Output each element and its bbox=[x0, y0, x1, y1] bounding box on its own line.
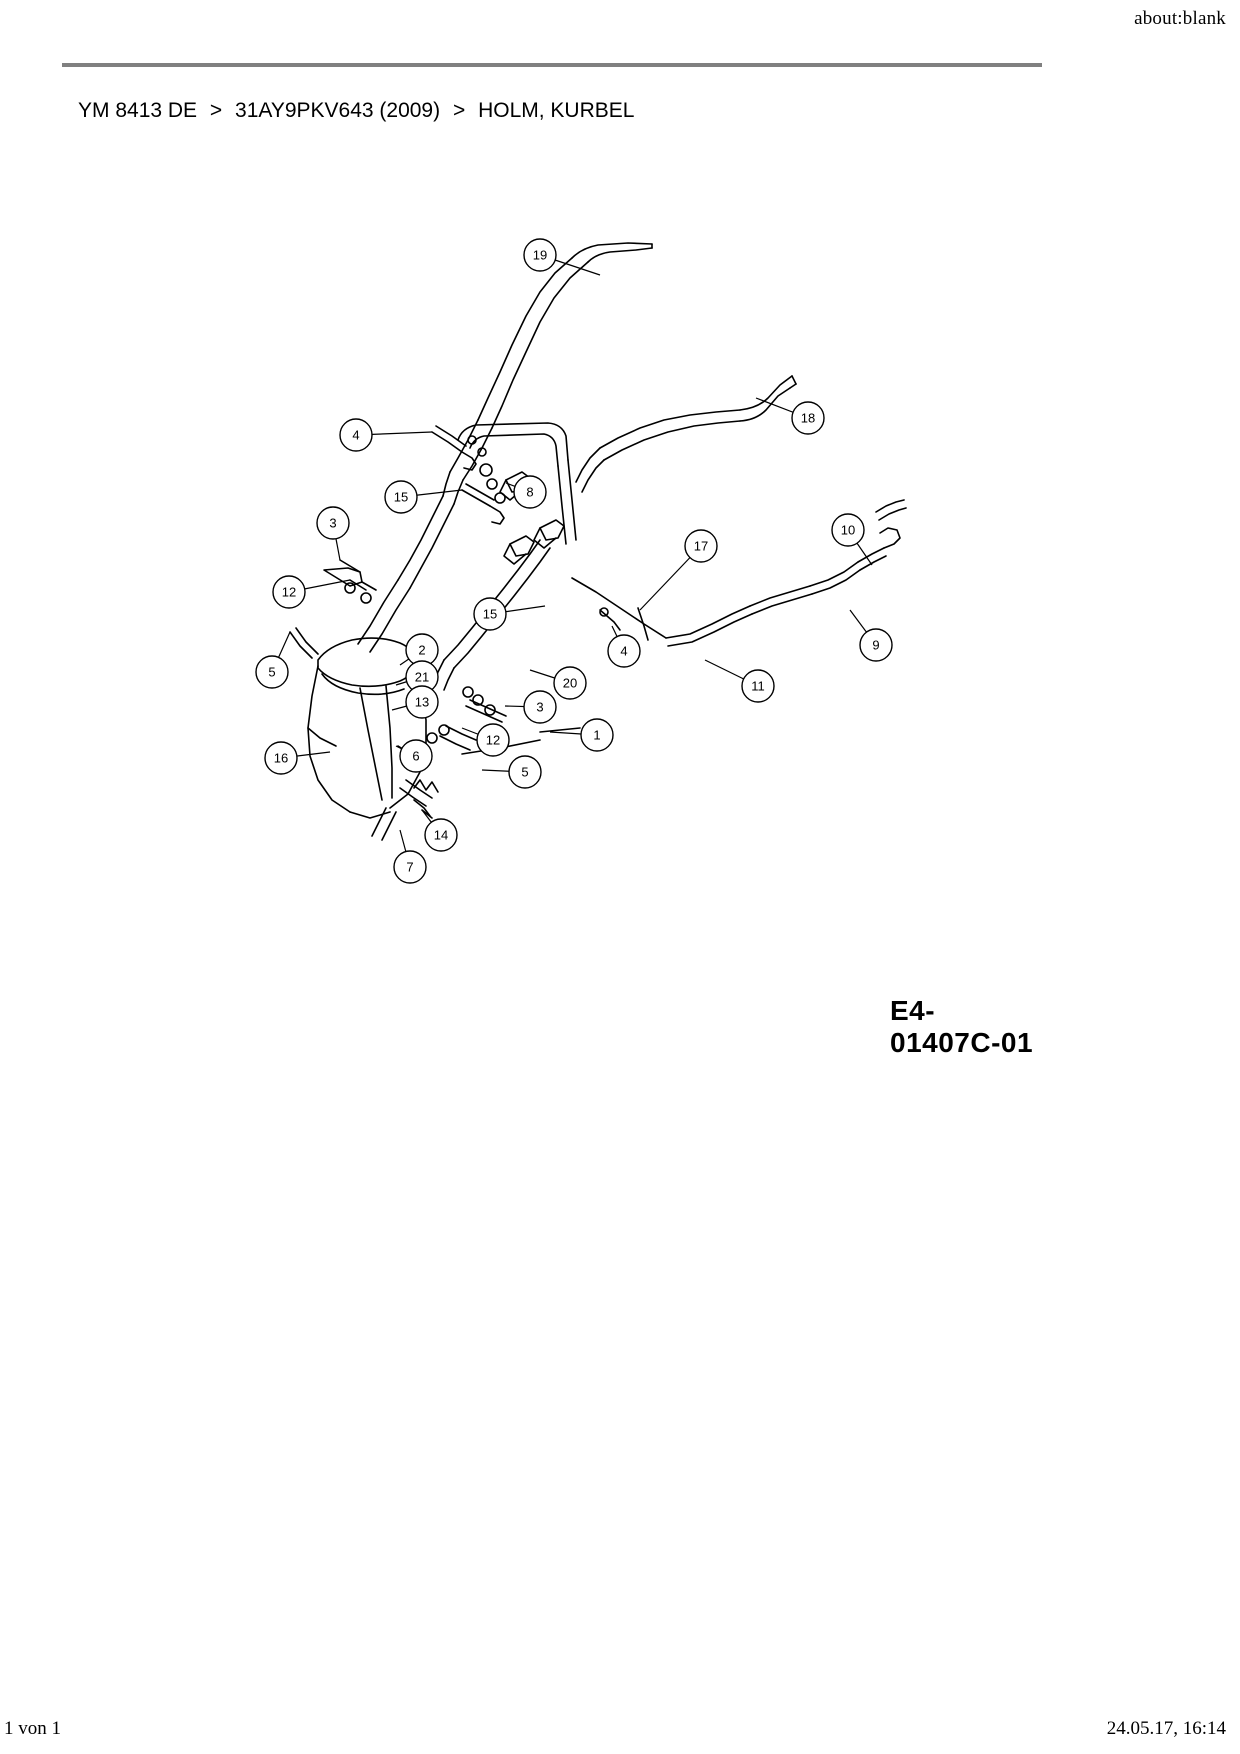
callout-9[interactable] bbox=[860, 629, 892, 661]
callout-3-upper[interactable] bbox=[317, 507, 349, 539]
callout-label: 5 bbox=[268, 664, 276, 680]
callout-label: 9 bbox=[872, 637, 880, 653]
breadcrumb-separator: > bbox=[452, 99, 466, 122]
callout-bubbles bbox=[256, 239, 892, 883]
callout-20[interactable] bbox=[554, 667, 586, 699]
callout-label: 15 bbox=[393, 489, 409, 505]
callout-label: 11 bbox=[751, 678, 765, 694]
callout-label: 14 bbox=[433, 827, 449, 843]
callout-16[interactable] bbox=[265, 742, 297, 774]
callout-15-upper[interactable] bbox=[385, 481, 417, 513]
callout-5-upper[interactable] bbox=[256, 656, 288, 688]
callout-3-lower[interactable] bbox=[524, 691, 556, 723]
callout-12-lower[interactable] bbox=[477, 724, 509, 756]
callout-4-lower[interactable] bbox=[608, 635, 640, 667]
callout-13[interactable] bbox=[406, 686, 438, 718]
callout-17[interactable] bbox=[685, 530, 717, 562]
callout-7[interactable] bbox=[394, 851, 426, 883]
breadcrumb-item-serial[interactable]: 31AY9PKV643 (2009) bbox=[235, 99, 441, 122]
callout-label: 20 bbox=[562, 675, 578, 691]
footer-page-indicator: 1 von 1 bbox=[4, 1718, 61, 1739]
callout-19[interactable] bbox=[524, 239, 556, 271]
parts-diagram bbox=[200, 140, 1040, 1100]
callout-label: 15 bbox=[482, 606, 498, 622]
breadcrumb bbox=[78, 99, 634, 123]
callout-10[interactable] bbox=[832, 514, 864, 546]
callout-label: 3 bbox=[329, 515, 337, 531]
breadcrumb-item-model[interactable]: YM 8413 DE bbox=[78, 99, 198, 122]
callout-label: 4 bbox=[620, 643, 628, 659]
callout-label: 13 bbox=[414, 694, 430, 710]
callout-label: 3 bbox=[536, 699, 544, 715]
callout-1[interactable] bbox=[581, 719, 613, 751]
callout-18[interactable] bbox=[792, 402, 824, 434]
callout-8[interactable] bbox=[514, 476, 546, 508]
breadcrumb-item-section[interactable]: HOLM, KURBEL bbox=[478, 99, 635, 122]
callout-label: 8 bbox=[526, 484, 534, 500]
callout-label: 18 bbox=[800, 410, 816, 426]
callout-label: 7 bbox=[406, 859, 414, 875]
footer-timestamp: 24.05.17, 16:14 bbox=[1106, 1718, 1226, 1739]
callout-label: 12 bbox=[281, 584, 297, 600]
callout-label: 10 bbox=[840, 522, 856, 538]
callout-label: 17 bbox=[693, 538, 709, 554]
callout-layer bbox=[272, 255, 876, 867]
callout-5-lower[interactable] bbox=[509, 756, 541, 788]
callout-6[interactable] bbox=[400, 740, 432, 772]
callout-label: 4 bbox=[352, 427, 360, 443]
callout-11[interactable] bbox=[742, 670, 774, 702]
breadcrumb-separator: > bbox=[209, 99, 223, 122]
callout-12-upper[interactable] bbox=[273, 576, 305, 608]
header-divider bbox=[62, 63, 1042, 67]
parts-diagram-svg bbox=[200, 140, 1040, 1100]
print-header-url: about:blank bbox=[1134, 8, 1226, 29]
callout-15-lower[interactable] bbox=[474, 598, 506, 630]
callout-4-upper[interactable] bbox=[340, 419, 372, 451]
callout-label: 19 bbox=[532, 247, 548, 263]
callout-label: 2 bbox=[418, 642, 426, 658]
callout-label: 5 bbox=[521, 764, 529, 780]
callout-label: 21 bbox=[414, 669, 430, 685]
callout-label: 6 bbox=[412, 748, 420, 764]
callout-label: 1 bbox=[593, 727, 601, 743]
callout-14[interactable] bbox=[425, 819, 457, 851]
diagram-code: E4-01407C-01 bbox=[890, 995, 1034, 1058]
callout-label: 12 bbox=[485, 732, 501, 748]
callout-label: 16 bbox=[273, 750, 289, 766]
